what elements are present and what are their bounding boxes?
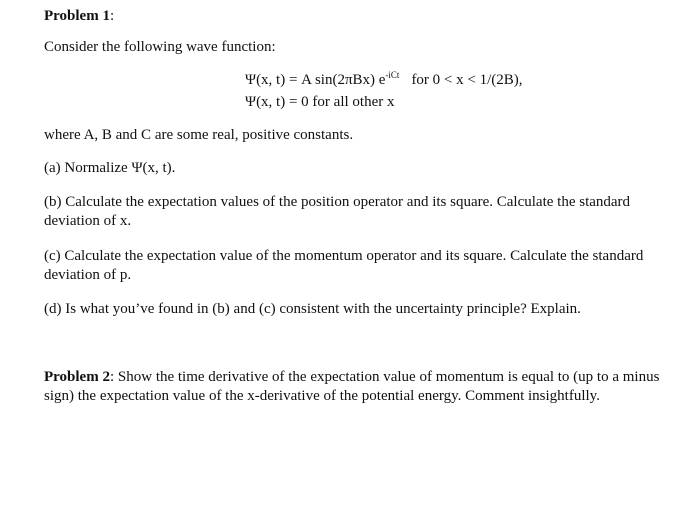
problem2-heading-suffix: : — [109, 369, 115, 385]
constants-statement: where A, B and C are some real, positive constants. — [44, 127, 354, 143]
problem2-line-2: sign) the expectation value of the x-derivative of the potential energy. Comment insightfully. — [44, 388, 600, 404]
part-b-line-1: (b) Calculate the expectation values of the position operator and its square. Calculate the standard — [44, 194, 631, 210]
problem2-text-1: Show the time derivative of the expectation value of momentum is equal to (up to a minus — [114, 369, 660, 385]
problem1-intro: Consider the following wave function: — [44, 39, 276, 55]
part-d: (d) Is what you’ve found in (b) and (c) consistent with the uncertainty principle? Explain. — [44, 301, 581, 317]
part-c-line-1: (c) Calculate the expectation value of the momentum operator and its square. Calculate the standard — [44, 248, 644, 264]
wave-function-equation-1 — [245, 71, 523, 89]
part-c-line-2: deviation of p. — [44, 267, 132, 283]
problem1-heading: Problem 1 — [44, 8, 110, 24]
wave-function-equation-2: Ψ(x, t) = 0 for all other x — [245, 94, 395, 110]
problem2-line-1 — [44, 368, 659, 386]
problem1-heading-line — [44, 7, 114, 25]
equation-1-exponent: -iCt — [385, 70, 400, 80]
equation-1-domain: for 0 < x < 1/(2B), — [411, 72, 523, 88]
problem1-heading-suffix: : — [109, 8, 115, 24]
equation-1-left: Ψ(x, t) = A sin(2πBx) e — [245, 72, 386, 88]
part-a: (a) Normalize Ψ(x, t). — [44, 160, 176, 176]
problem2-heading: Problem 2 — [44, 369, 110, 385]
part-b-line-2: deviation of x. — [44, 213, 132, 229]
